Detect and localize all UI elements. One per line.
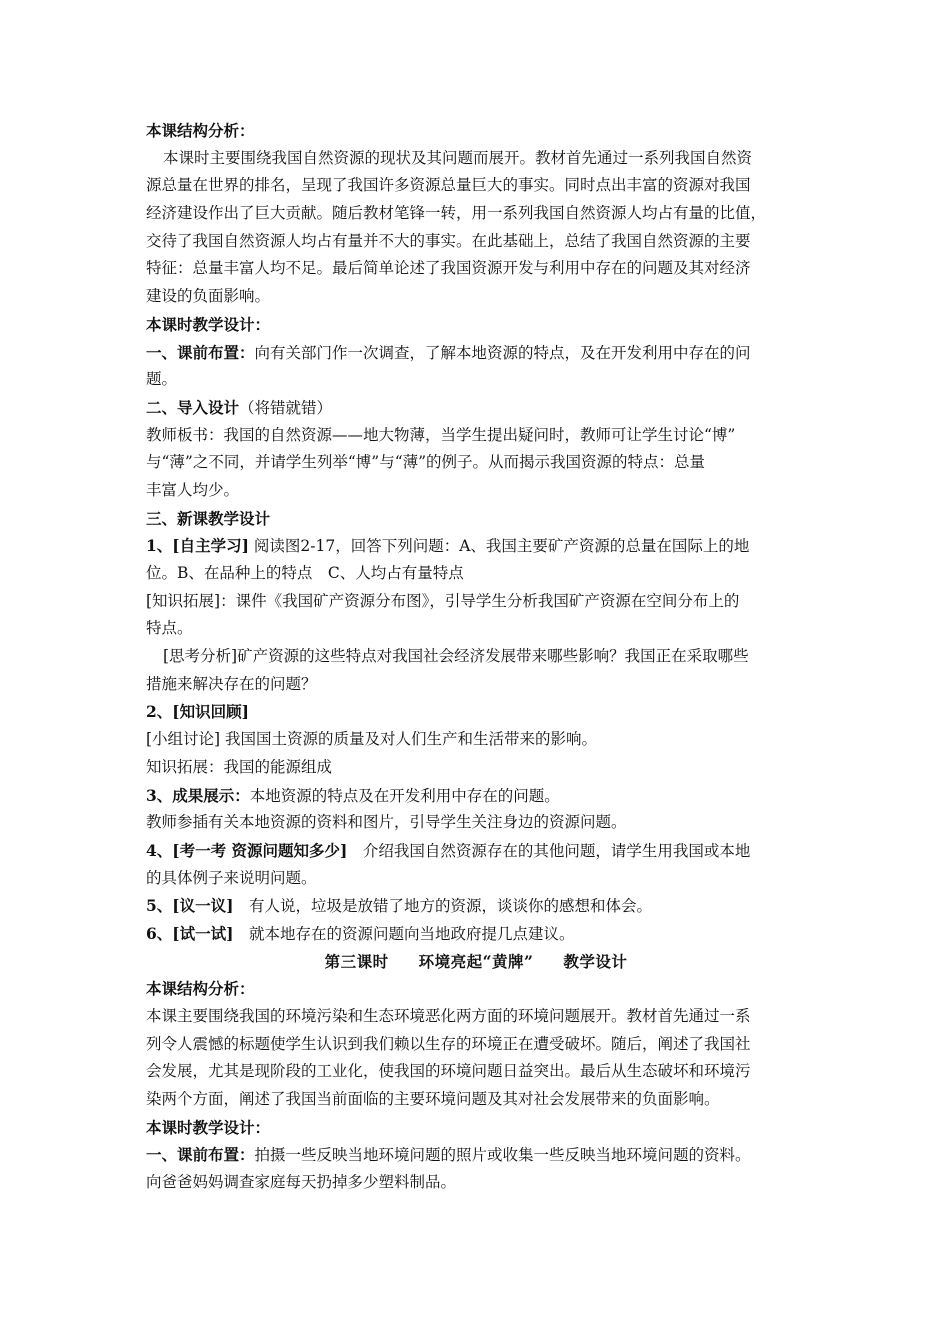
lesson-3-structure-line: 会发展，尤其是现阶段的工业化，使我国的环境问题日益突出。最后从生态破坏和环境污 [146,1062,751,1081]
intro-note: （将错就错） [239,398,333,417]
design-heading: 本课时教学设计： [146,314,271,334]
lesson-3-structure-line: 染两个方面，阐述了我国当前面临的主要环境问题及其对社会发展带来的负面影响。 [146,1090,720,1109]
intro-design [146,394,806,422]
item-4-text: 介绍我国自然资源存在的其他问题，请学生用我国或本地 [362,841,751,860]
knowledge-extension-1-cont: 特点。 [146,619,193,638]
pre-class-assignment [146,339,806,367]
lesson-3-topic: 环境亮起“黄牌” [418,951,534,971]
item-5-text: 有人说，垃圾是放错了地方的资源，谈谈你的感想和体会。 [248,897,652,916]
new-lesson-heading: 三、新课教学设计 [146,508,271,528]
structure-paragraph-line: 交待了我国自然资源人均占有量并不大的事实。在此基础上，总结了我国自然资源的主要 [146,231,751,250]
item-4 [146,837,806,865]
item-6-label: 6、[试一试] [146,923,234,943]
pre-class-text: 向有关部门作一次调查，了解本地资源的特点，及在开发利用中存在的问 [254,343,751,362]
item-4-label: 4、[考一考 资源问题知多少] [146,840,348,860]
intro-paragraph-line: 与“薄”之不同，并请学生列举“博”与“薄”的例子。从而揭示我国资源的特点：总量 [146,453,706,472]
structure-paragraph-line: 建设的负面影响。 [146,287,271,306]
lesson-3-number: 第三课时 [324,951,389,971]
think-analysis: [思考分析]矿产资源的这些特点对我国社会经济发展带来哪些影响？我国正在采取哪些 [163,647,749,666]
item-1-label: 1、[自主学习] [146,536,249,556]
pre-class-label: 一、课前布置： [146,342,255,362]
structure-paragraph-line: 经济建设作出了巨大贡献。随后教材笔锋一转，用一系列我国自然资源人均占有量的比值， [146,204,767,223]
item-3-text: 本地资源的特点及在开发利用中存在的问题。 [249,786,560,805]
lesson-3-design-heading: 本课时教学设计： [146,1117,271,1137]
structure-paragraph-line: 特征：总量丰富人均不足。最后简单论述了我国资源开发与利用中存在的问题及其对经济 [146,259,751,278]
item-4-text-cont: 的具体例子来说明问题。 [146,868,317,887]
structure-paragraph-line: 本课时主要围绕我国自然资源的现状及其问题而展开。教材首先通过一系列我国自然资 [163,148,753,167]
lesson-3-suffix: 教学设计 [563,951,628,971]
lesson-3-pre-class-text: 拍摄一些反映当地环境问题的照片或收集一些反映当地环境问题的资料。 [254,1146,751,1165]
item-2-label: 2、[知识回顾] [146,702,249,722]
pre-class-text-cont: 题。 [146,370,178,389]
intro-paragraph-line: 丰富人均少。 [146,480,240,499]
think-analysis-cont: 措施来解决存在的问题？ [146,674,317,693]
lesson-3-title [146,948,806,976]
document-body [146,117,806,1197]
item-6 [146,920,806,948]
item-5-label: 5、[议一议] [146,896,234,916]
structure-paragraph-line: 源总量在世界的排名，呈现了我国许多资源总量巨大的事实。同时点出丰富的资源对我国 [146,176,751,195]
lesson-3-structure-line: 列令人震憾的标题使学生认识到我们赖以生存的环境正在遭受破坏。随后，阐述了我国社 [146,1034,751,1053]
item-6-text: 就本地存在的资源问题向当地政府提几点建议。 [248,924,575,943]
item-1-text: 阅读图2-17，回答下列问题：A、我国主要矿产资源的总量在国际上的地 [253,537,750,556]
knowledge-extension-1: [知识拓展]：课件《我国矿产资源分布图》，引导学生分析我国矿产资源在空间分布上的 [146,591,740,610]
item-5 [146,892,806,920]
group-discussion: [小组讨论] 我国国土资源的质量及对人们生产和生活带来的影响。 [146,730,598,749]
structure-heading: 本课结构分析： [146,121,255,140]
item-3-text-cont: 教师参插有关本地资源的资料和图片，引导学生关注身边的资源问题。 [146,813,627,832]
intro-label: 二、导入设计 [146,397,240,417]
lesson-3-pre-class-label: 一、课前布置： [146,1145,255,1165]
lesson-3-structure-line: 本课主要围绕我国的环境污染和生态环境恶化两方面的环境问题展开。教材首先通过一系 [146,1007,751,1025]
item-3 [146,782,806,810]
item-1 [146,532,806,560]
intro-paragraph-line: 教师板书：我国的自然资源——地大物薄，当学生提出疑问时，教师可让学生讨论“博” [146,425,736,444]
lesson-3-structure-heading: 本课结构分析： [146,979,255,999]
item-3-label: 3、成果展示： [146,785,250,805]
lesson-3-pre-class-text-cont: 向爸爸妈妈调查家庭每天扔掉多少塑料制品。 [146,1173,457,1192]
lesson-3-pre-class [146,1141,806,1169]
item-1-text-cont: 位。B、在品种上的特点 C、人均占有量特点 [146,564,464,582]
knowledge-extension-2: 知识拓展：我国的能源组成 [146,757,333,776]
